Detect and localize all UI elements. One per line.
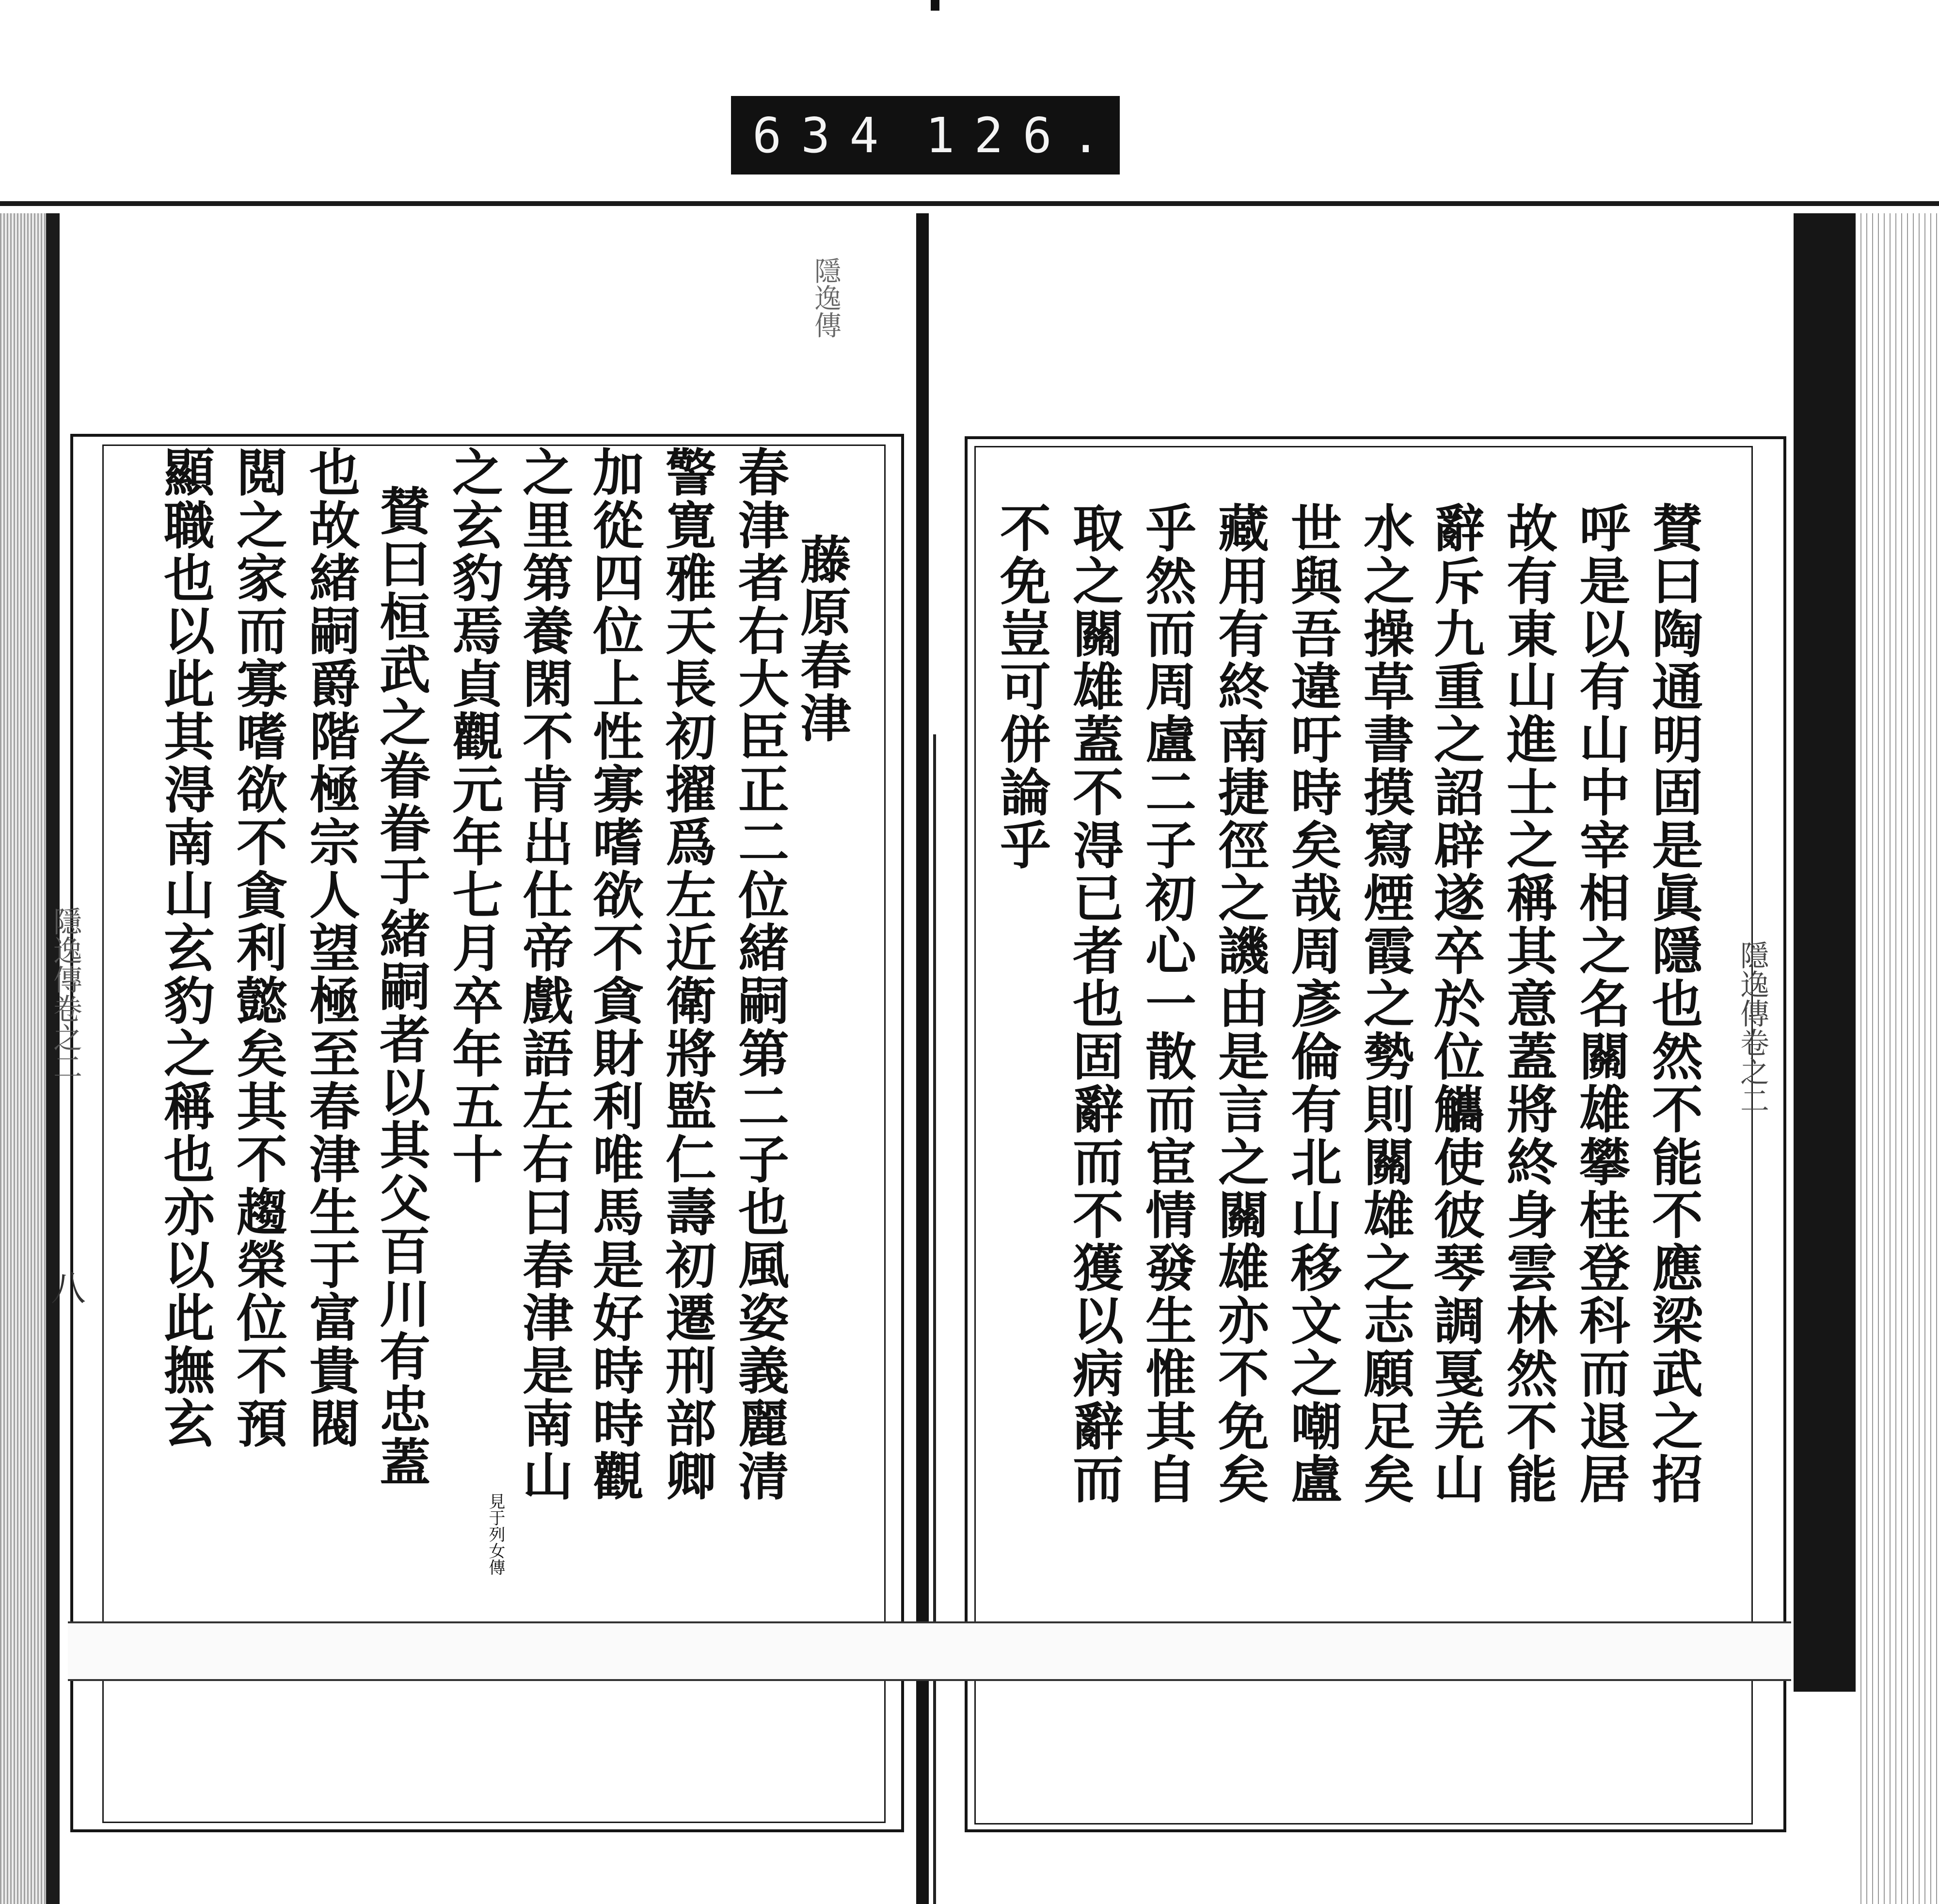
text-column: 不免豈可併論乎: [992, 502, 1052, 872]
folio-text: 隱逸傳卷之二: [48, 906, 82, 1081]
bottom-page-edge: [68, 1621, 1791, 1681]
left-page: [48, 213, 916, 1667]
margin-note: 見于列女傳: [486, 1493, 505, 1575]
text-column: 辭斥九重之詔辟遂卒於位觿使彼琴調戛羌山: [1426, 502, 1486, 1506]
text-column: 水之操草書摸寫煙霞之勢則關雄之志願足矣: [1355, 502, 1415, 1506]
right-cover-edge: [1794, 213, 1856, 1692]
text-column: 之玄豹焉貞觀元年七月卒年五十: [444, 446, 504, 1186]
folio-number: 八: [51, 1268, 86, 1309]
reel-number: 634: [752, 107, 898, 164]
text-column: 也故緒嗣爵階極宗人望極至春津生于富貴閥: [301, 446, 361, 1450]
text-column: 顯職也以此其淂南山玄豹之稱也亦以此撫玄: [156, 446, 216, 1450]
text-column: 賛曰陶通明固是眞隱也然不能不應梁武之招: [1644, 502, 1704, 1506]
text-column: 取之關雄蓋不淂已者也固辭而不獲以病辭而: [1065, 502, 1125, 1506]
text-column: 呼是以有山中宰相之名關雄攀桂登科而退居: [1571, 502, 1631, 1506]
right-running-head: 隱逸傳卷之二: [1735, 940, 1769, 1115]
frame-number: 126.: [925, 107, 1120, 164]
text-column: 加從四位上性寡嗜欲不貪財利唯馬是好時時觀: [585, 446, 645, 1503]
gutter-rule: [933, 734, 936, 1904]
text-column: 賛曰桓武之眷眷于緒嗣者以其父百川有忠蓋: [371, 485, 431, 1489]
text-column: 警寛雅天長初擢爲左近衛將監仁壽初遷刑部卿: [657, 446, 717, 1503]
clip-mark: [931, 0, 939, 11]
microfilm-label: [731, 96, 1120, 175]
text-column: 藏用有終南捷徑之譏由是言之關雄亦不免矣: [1210, 502, 1270, 1506]
top-rule: [0, 201, 1939, 206]
text-column: 之里第養閑不肯出仕帝戲語左右曰春津是南山: [514, 446, 574, 1503]
text-column: 閲之家而寡嗜欲不貪利懿矣其不趨榮位不預: [228, 446, 288, 1450]
text-column: 乎然而周盧二子初心一散而宦情發生惟其自: [1137, 502, 1197, 1506]
bio-title: 藤原春津: [792, 533, 852, 745]
left-running-head: 隱逸傳: [810, 257, 842, 338]
text-column: 春津者右大臣正二位緒嗣第二子也風姿義麗清: [730, 446, 790, 1503]
right-page: [938, 213, 1794, 1667]
right-page-edges: [1856, 213, 1939, 1904]
text-column: 故有東山進士之稱其意蓋將終身雲林然不能: [1498, 502, 1558, 1506]
text-column: 世與吾違吁時矣哉周彥倫有北山移文之嘲盧: [1283, 502, 1343, 1506]
